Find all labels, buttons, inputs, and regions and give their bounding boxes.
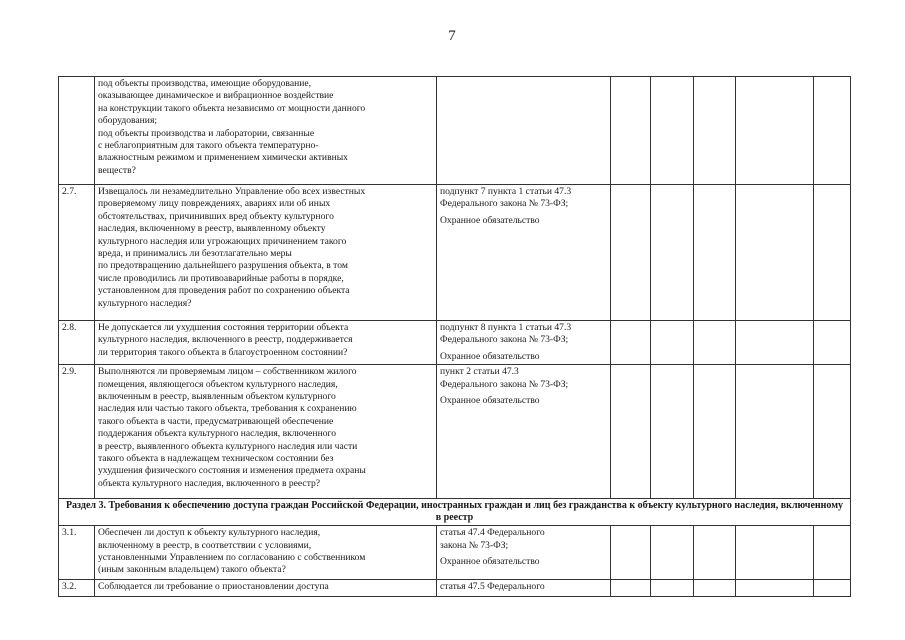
extra-cell[interactable] <box>814 580 851 597</box>
remarks-cell[interactable] <box>736 580 814 597</box>
extra-cell[interactable] <box>814 185 851 321</box>
question-cell: под объекты производства, имеющие оборудование, оказывающее динамическое и вибрационное воздействие на конструкции такого объекта независимо от мощности данного оборудования; под объекты производства и лаборатории, связанные с неблагоприятным для такого объекта температурно- влажностным режимом и применением химически активных веществ? <box>95 77 437 185</box>
answer-na-cell[interactable] <box>694 526 736 580</box>
table-row <box>59 321 851 365</box>
table-row <box>59 77 851 185</box>
extra-cell[interactable] <box>814 365 851 499</box>
table-row <box>59 580 851 597</box>
reference-cell: подпункт 7 пункта 1 статьи 47.3 Федерального закона № 73-ФЗ; Охранное обязательство <box>437 185 611 321</box>
answer-yes-cell[interactable] <box>611 365 651 499</box>
answer-yes-cell[interactable] <box>611 580 651 597</box>
answer-no-cell[interactable] <box>651 185 694 321</box>
reference-cell: статья 47.4 Федерального закона № 73-ФЗ; Охранное обязательство <box>437 526 611 580</box>
item-number <box>59 77 95 185</box>
item-number: 2.8. <box>59 321 95 365</box>
extra-cell[interactable] <box>814 77 851 185</box>
question-cell: Выполняются ли проверяемым лицом – собственником жилого помещения, являющегося объектом культурного наследия, включенным в реестр, выявленным объектом культурного наследия или частью такого объекта, требования к сохранению такого объекта в части, предусматривающей обеспечение поддержания объекта культурного наследия, включенного в реестр, выявленного объекта культурного наследия или части такого объекта в надлежащем техническом состоянии без ухудшения физического состояния и изменения предмета охраны объекта культурного наследия, включенного в реестр? <box>95 365 437 499</box>
answer-na-cell[interactable] <box>694 185 736 321</box>
remarks-cell[interactable] <box>736 77 814 185</box>
question-cell: Соблюдается ли требование о приостановлении доступа <box>95 580 437 597</box>
reference-cell <box>437 77 611 185</box>
answer-na-cell[interactable] <box>694 321 736 365</box>
answer-no-cell[interactable] <box>651 77 694 185</box>
item-number: 2.9. <box>59 365 95 499</box>
remarks-cell[interactable] <box>736 321 814 365</box>
answer-no-cell[interactable] <box>651 321 694 365</box>
answer-na-cell[interactable] <box>694 580 736 597</box>
answer-yes-cell[interactable] <box>611 321 651 365</box>
section-3-title: Раздел 3. Требования к обеспечению доступа граждан Российской Федерации, иностранных граждан и лиц без гражданства к объекту культурного наследия, включенному в реестр <box>59 499 851 526</box>
page-number: 7 <box>448 28 456 44</box>
section-header-row <box>59 499 851 526</box>
question-cell: Обеспечен ли доступ к объекту культурного наследия, включенному в реестр, в соответствии с условиями, установленными Управлением по согласованию с собственником (иным законным владельцем) такого объекта? <box>95 526 437 580</box>
remarks-cell[interactable] <box>736 526 814 580</box>
table-row <box>59 526 851 580</box>
question-cell: Не допускается ли ухудшения состояния территории объекта культурного наследия, включенного в реестр, поддерживается ли территория такого объекта в благоустроенном состоянии? <box>95 321 437 365</box>
answer-no-cell[interactable] <box>651 526 694 580</box>
reference-cell: статья 47.5 Федерального <box>437 580 611 597</box>
table-row <box>59 185 851 321</box>
answer-yes-cell[interactable] <box>611 526 651 580</box>
table-row <box>59 365 851 499</box>
item-number: 3.1. <box>59 526 95 580</box>
extra-cell[interactable] <box>814 526 851 580</box>
answer-yes-cell[interactable] <box>611 77 651 185</box>
reference-cell: пункт 2 статьи 47.3 Федерального закона № 73-ФЗ; Охранное обязательство <box>437 365 611 499</box>
extra-cell[interactable] <box>814 321 851 365</box>
reference-cell: подпункт 8 пункта 1 статьи 47.3 Федерального закона № 73-ФЗ; Охранное обязательство <box>437 321 611 365</box>
answer-na-cell[interactable] <box>694 365 736 499</box>
question-cell: Извещалось ли незамедлительно Управление обо всех известных проверяемому лицу повреждениях, авариях или об иных обстоятельствах, причинивших вред объекту культурного наследия, включенному в реестр, выявленному объекту культурного наследия или угрожающих причинением такого вреда, и принимались ли безотлагательно меры по предотвращению дальнейшего разрушения объекта, в том числе проводились ли противоаварийные работы в порядке, установленном для проведения работ по сохранению объекта культурного наследия? <box>95 185 437 321</box>
item-number: 3.2. <box>59 580 95 597</box>
answer-no-cell[interactable] <box>651 580 694 597</box>
remarks-cell[interactable] <box>736 365 814 499</box>
answer-yes-cell[interactable] <box>611 185 651 321</box>
remarks-cell[interactable] <box>736 185 814 321</box>
answer-na-cell[interactable] <box>694 77 736 185</box>
answer-no-cell[interactable] <box>651 365 694 499</box>
checklist-table <box>58 76 851 597</box>
item-number: 2.7. <box>59 185 95 321</box>
